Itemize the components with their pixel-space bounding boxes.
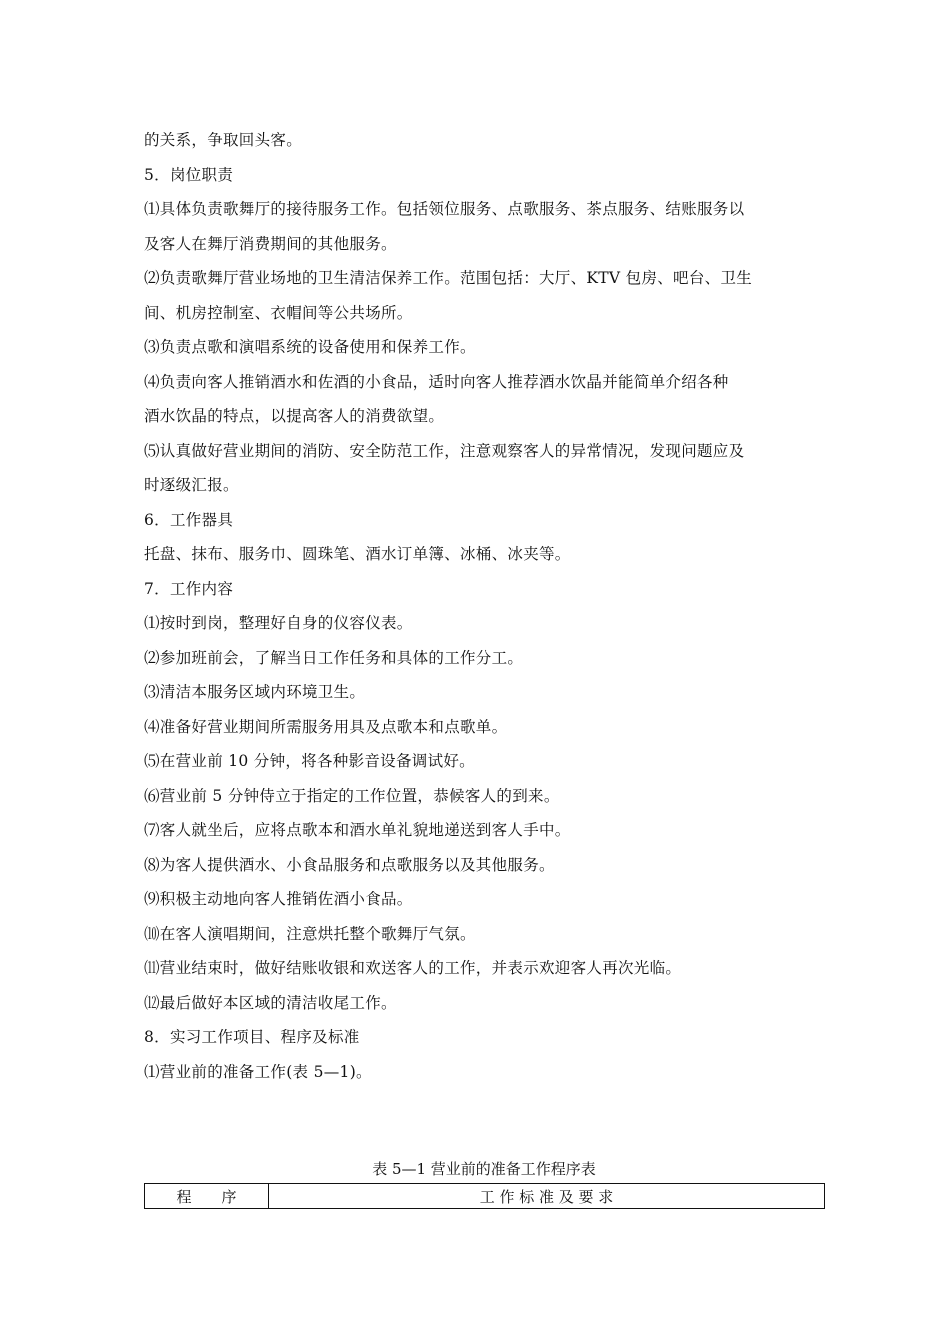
paragraph-line: 间、机房控制室、衣帽间等公共场所。: [144, 303, 413, 322]
header-standards: 工 作 标 准 及 要 求: [269, 1184, 825, 1209]
paragraph-line: ⑷负责向客人推销酒水和佐酒的小食品，适时向客人推荐酒水饮晶并能简单介绍各种: [144, 372, 729, 391]
list-item: ⑹营业前 5 分钟侍立于指定的工作位置，恭候客人的到来。: [144, 786, 560, 805]
list-item: ⑵参加班前会，了解当日工作任务和具体的工作分工。: [144, 648, 524, 667]
list-item: ⑴按时到岗，整理好自身的仪容仪表。: [144, 614, 413, 632]
section-heading: 7．工作内容: [144, 579, 234, 598]
list-item: ⑺客人就坐后，应将点歌本和酒水单礼貌地递送到客人手中。: [144, 821, 571, 839]
paragraph-line: 托盘、抹布、服务巾、圆珠笔、酒水订单簿、冰桶、冰夹等。: [144, 545, 571, 563]
table-header-row: [145, 1184, 825, 1209]
section-heading: 5．岗位职责: [144, 165, 234, 184]
body-text: [144, 123, 804, 1089]
list-item: ⑶清洁本服务区域内环境卫生。: [144, 683, 366, 701]
list-item: ⑸在营业前 10 分钟，将各种影音设备调试好。: [144, 752, 475, 770]
paragraph-line: ⑴具体负责歌舞厅的接待服务工作。包括领位服务、点歌服务、茶点服务、结账服务以: [144, 200, 745, 218]
paragraph-line: 的关系，争取回头客。: [144, 131, 303, 149]
section-heading: 8．实习工作项目、程序及标准: [144, 1028, 360, 1046]
table-caption: 表 5—1 营业前的准备工作程序表: [372, 1160, 596, 1178]
paragraph-line: ⑸认真做好营业期间的消防、安全防范工作，注意观察客人的异常情况，发现问题应及: [144, 441, 745, 460]
list-item: ⑿最后做好本区域的清洁收尾工作。: [144, 993, 397, 1012]
paragraph-line: 时逐级汇报。: [144, 476, 239, 494]
list-item: ⑷准备好营业期间所需服务用具及点歌本和点歌单。: [144, 717, 508, 736]
list-item: ⑴营业前的准备工作(表 5—1)。: [144, 1062, 372, 1081]
header-procedure: 程 序: [145, 1184, 269, 1209]
section-heading: 6．工作器具: [144, 510, 234, 529]
list-item: ⑾营业结束时，做好结账收银和欢送客人的工作，并表示欢迎客人再次光临。: [144, 959, 682, 977]
list-item: ⑻为客人提供酒水、小食品服务和点歌服务以及其他服务。: [144, 855, 555, 874]
list-item: ⑽在客人演唱期间，注意烘托整个歌舞厅气氛。: [144, 924, 476, 943]
paragraph-line: ⑶负责点歌和演唱系统的设备使用和保养工作。: [144, 338, 476, 356]
paragraph-line: 酒水饮晶的特点，以提高客人的消费欲望。: [144, 407, 445, 425]
procedure-table: [144, 1183, 825, 1209]
paragraph-line: 及客人在舞厅消费期间的其他服务。: [144, 234, 397, 253]
list-item: ⑼积极主动地向客人推销佐酒小食品。: [144, 890, 413, 908]
paragraph-line: ⑵负责歌舞厅营业场地的卫生清洁保养工作。范围包括：大厅、KTV 包房、吧台、卫生: [144, 269, 753, 287]
